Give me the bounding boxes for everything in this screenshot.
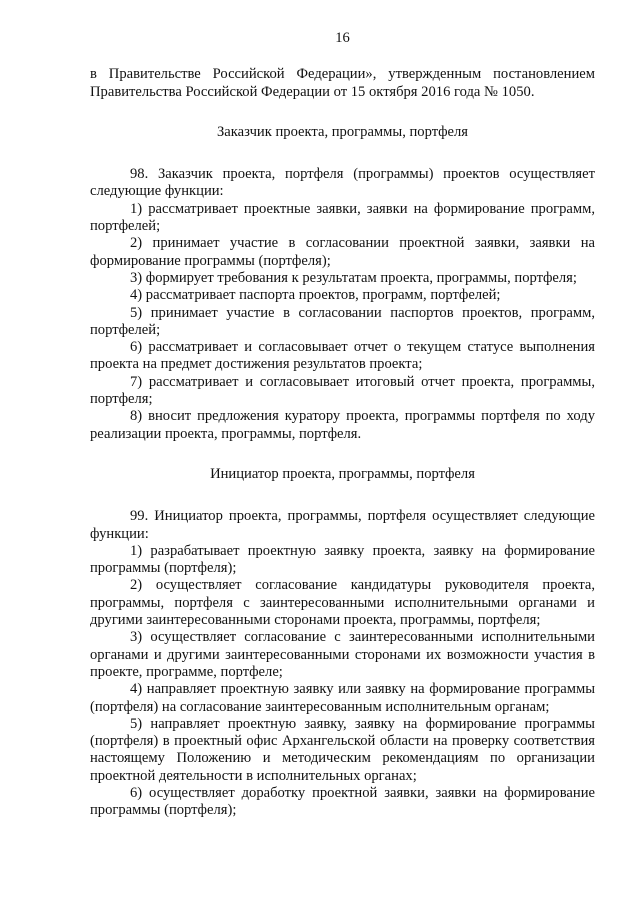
section-heading-initiator: Инициатор проекта, программы, портфеля <box>210 465 475 482</box>
list-item: 4) рассматривает паспорта проектов, программ, портфелей; <box>130 287 501 304</box>
list-item: 2) принимает участие в согласовании проектной заявки, заявки на формирование программы (портфеля); <box>90 235 595 269</box>
list-item: 6) рассматривает и согласовывает отчет о текущем статусе выполнения проекта на предмет достижения результатов проекта; <box>90 339 595 373</box>
list-item: 2) осуществляет согласование кандидатуры руководителя проекта, программы, портфеля с заинтересованными исполнительными органами и другими заинтересованными сторонами проекта, программы, портфеля; <box>90 577 595 629</box>
section-customer <box>90 124 595 443</box>
list-item: 3) осуществляет согласование с заинтересованными исполнительными органами и другими заинтересованными сторонами их возможности участия в проекте, программе, портфеле; <box>90 629 595 680</box>
page-number: 16 <box>335 30 350 46</box>
list-item: 5) направляет проектную заявку, заявку на формирование программы (портфеля) в проектный офис Архангельской области на проверку соответствия настоящему Положению и методическим рекомендациям по организации проектной деятельности в исполнительных органах; <box>90 715 595 784</box>
list-item: 1) рассматривает проектные заявки, заявки на формирование программ, портфелей; <box>90 200 595 235</box>
section-initiator <box>90 466 595 820</box>
clause-99: 99. Инициатор проекта, программы, портфеля осуществляет следующие функции: <box>90 508 595 542</box>
document-page <box>90 30 595 820</box>
list-item: 6) осуществляет доработку проектной заявки, заявки на формирование программы (портфеля); <box>90 784 595 819</box>
intro-paragraph: в Правительстве Российской Федерации», утвержденным постановлением Правительства Российской Федерации от 15 октября 2016 года № 1050. <box>90 66 595 100</box>
list-item: 4) направляет проектную заявку или заявку на формирование программы (портфеля) на согласование заинтересованным исполнительным органам; <box>90 681 595 715</box>
list-item: 8) вносит предложения куратору проекта, программы портфеля по ходу реализации проекта, программы, портфеля. <box>90 408 595 442</box>
clause-98: 98. Заказчик проекта, портфеля (программы) проектов осуществляет следующие функции: <box>90 166 595 200</box>
list-item: 1) разрабатывает проектную заявку проекта, заявку на формирование программы (портфеля); <box>90 542 595 577</box>
list-item: 3) формирует требования к результатам проекта, программы, портфеля; <box>130 269 577 286</box>
list-item: 7) рассматривает и согласовывает итоговый отчет проекта, программы, портфеля; <box>90 373 595 408</box>
section-heading-customer: Заказчик проекта, программы, портфеля <box>216 123 469 140</box>
list-item: 5) принимает участие в согласовании паспортов проектов, программ, портфелей; <box>90 304 595 338</box>
